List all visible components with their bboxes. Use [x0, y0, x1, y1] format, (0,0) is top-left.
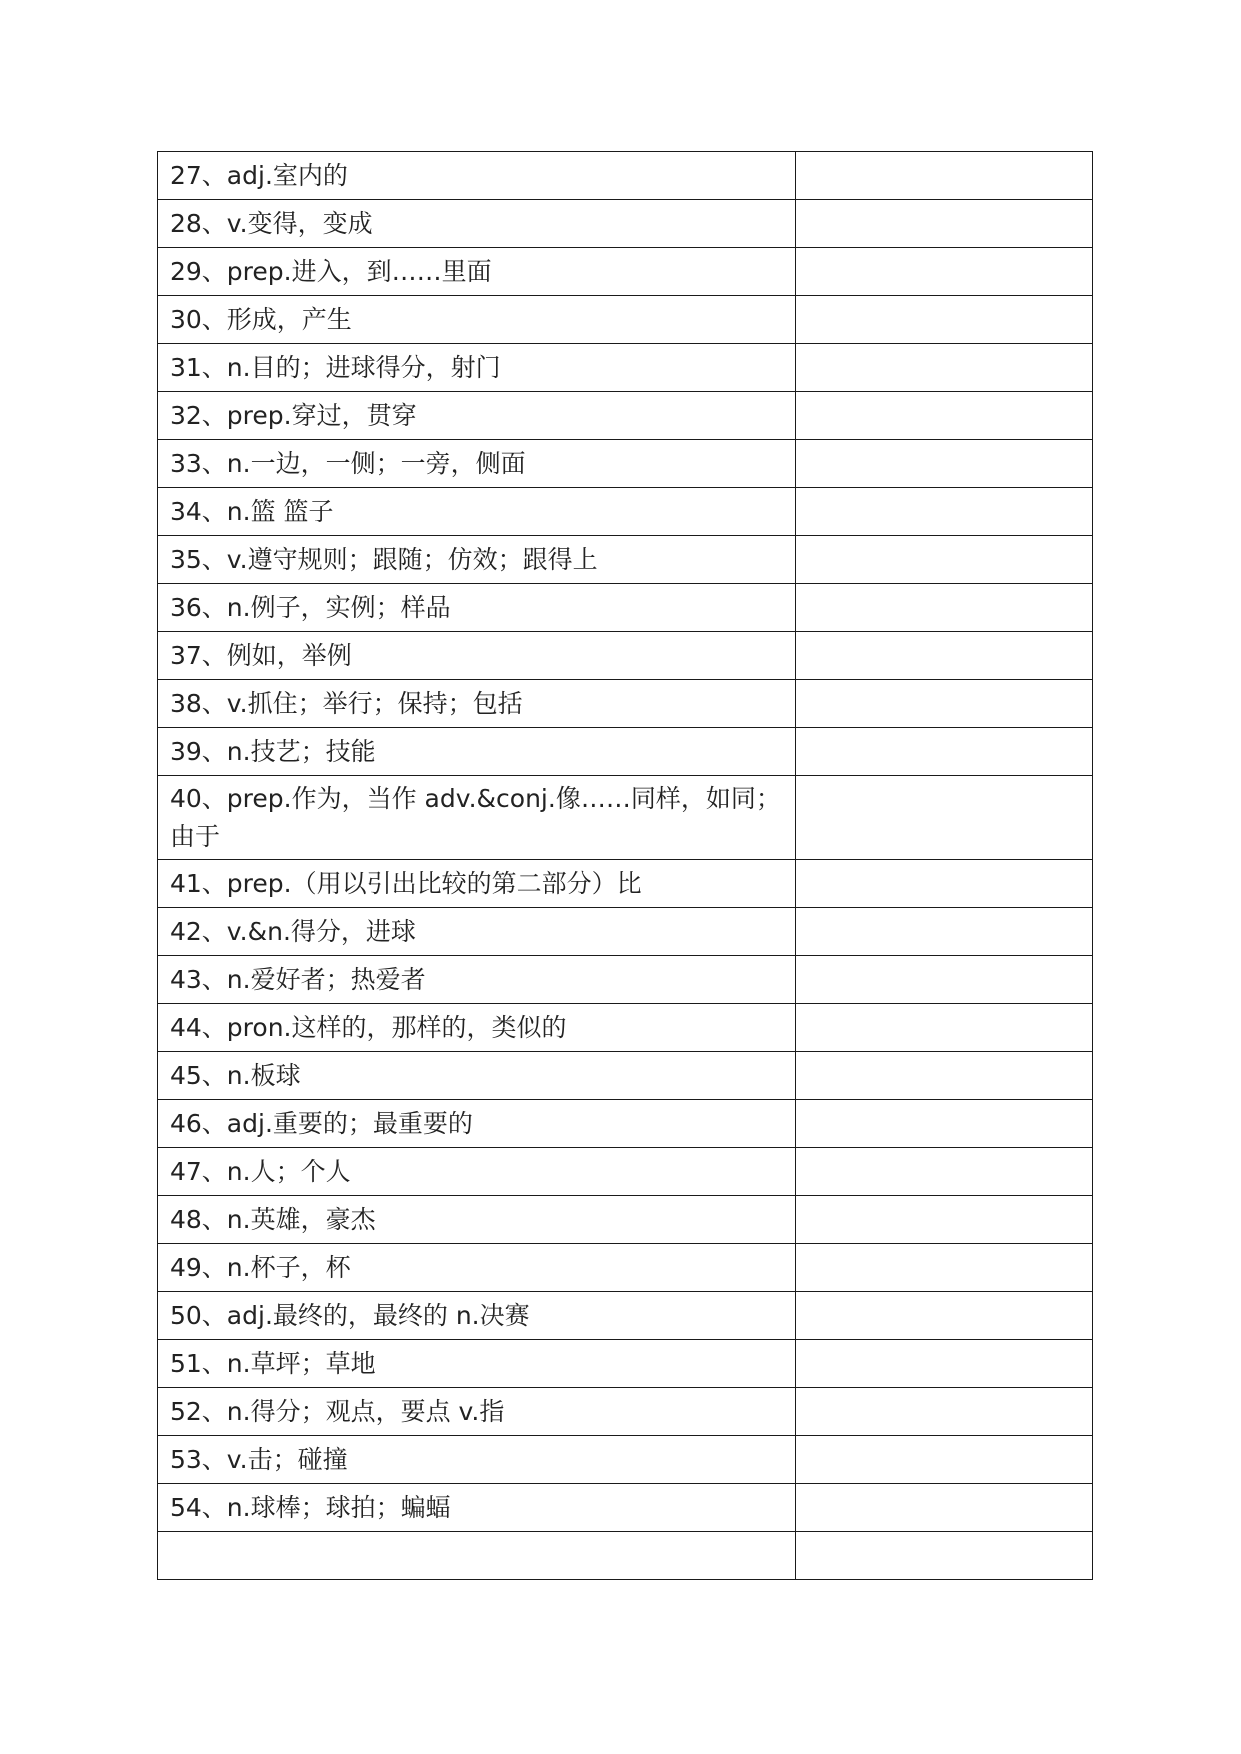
definition-cell: 48、n.英雄，豪杰 — [158, 1196, 796, 1244]
definition-cell: 38、v.抓住；举行；保持；包括 — [158, 680, 796, 728]
table-row — [158, 152, 1093, 200]
vocabulary-table-body — [158, 152, 1093, 1580]
table-row — [158, 632, 1093, 680]
definition-cell — [158, 1532, 796, 1580]
table-row — [158, 1532, 1093, 1580]
definition-cell: 39、n.技艺；技能 — [158, 728, 796, 776]
table-row — [158, 248, 1093, 296]
answer-cell[interactable] — [796, 440, 1093, 488]
definition-cell: 41、prep.（用以引出比较的第二部分）比 — [158, 860, 796, 908]
table-row — [158, 1052, 1093, 1100]
answer-cell[interactable] — [796, 728, 1093, 776]
definition-cell: 28、v.变得，变成 — [158, 200, 796, 248]
table-row — [158, 860, 1093, 908]
definition-cell: 34、n.篮 篮子 — [158, 488, 796, 536]
definition-cell: 46、adj.重要的；最重要的 — [158, 1100, 796, 1148]
answer-cell[interactable] — [796, 296, 1093, 344]
table-row — [158, 440, 1093, 488]
table-row — [158, 1100, 1093, 1148]
answer-cell[interactable] — [796, 152, 1093, 200]
answer-cell[interactable] — [796, 200, 1093, 248]
table-row — [158, 1004, 1093, 1052]
answer-cell[interactable] — [796, 1532, 1093, 1580]
definition-cell: 33、n.一边，一侧；一旁，侧面 — [158, 440, 796, 488]
answer-cell[interactable] — [796, 1388, 1093, 1436]
table-row — [158, 296, 1093, 344]
definition-cell: 36、n.例子，实例；样品 — [158, 584, 796, 632]
answer-cell[interactable] — [796, 344, 1093, 392]
vocabulary-table — [157, 151, 1093, 1580]
definition-cell: 49、n.杯子，杯 — [158, 1244, 796, 1292]
table-row — [158, 680, 1093, 728]
answer-cell[interactable] — [796, 1100, 1093, 1148]
table-row — [158, 1436, 1093, 1484]
answer-cell[interactable] — [796, 956, 1093, 1004]
definition-cell: 53、v.击；碰撞 — [158, 1436, 796, 1484]
answer-cell[interactable] — [796, 1004, 1093, 1052]
table-row — [158, 1340, 1093, 1388]
answer-cell[interactable] — [796, 860, 1093, 908]
table-row — [158, 392, 1093, 440]
table-row — [158, 728, 1093, 776]
table-row — [158, 1292, 1093, 1340]
table-row — [158, 200, 1093, 248]
table-row — [158, 344, 1093, 392]
answer-cell[interactable] — [796, 1340, 1093, 1388]
answer-cell[interactable] — [796, 776, 1093, 860]
definition-cell: 31、n.目的；进球得分，射门 — [158, 344, 796, 392]
answer-cell[interactable] — [796, 488, 1093, 536]
answer-cell[interactable] — [796, 1484, 1093, 1532]
answer-cell[interactable] — [796, 1148, 1093, 1196]
definition-cell: 40、prep.作为，当作 adv.&conj.像……同样，如同；由于 — [158, 776, 796, 860]
table-row — [158, 536, 1093, 584]
definition-cell: 45、n.板球 — [158, 1052, 796, 1100]
table-row — [158, 1388, 1093, 1436]
definition-cell: 50、adj.最终的，最终的 n.决赛 — [158, 1292, 796, 1340]
table-row — [158, 1148, 1093, 1196]
answer-cell[interactable] — [796, 392, 1093, 440]
table-row — [158, 908, 1093, 956]
table-row — [158, 584, 1093, 632]
answer-cell[interactable] — [796, 248, 1093, 296]
definition-cell: 27、adj.室内的 — [158, 152, 796, 200]
answer-cell[interactable] — [796, 908, 1093, 956]
definition-cell: 52、n.得分；观点，要点 v.指 — [158, 1388, 796, 1436]
answer-cell[interactable] — [796, 1436, 1093, 1484]
answer-cell[interactable] — [796, 536, 1093, 584]
answer-cell[interactable] — [796, 1244, 1093, 1292]
definition-cell: 32、prep.穿过，贯穿 — [158, 392, 796, 440]
definition-cell: 29、prep.进入，到……里面 — [158, 248, 796, 296]
definition-cell: 42、v.&n.得分，进球 — [158, 908, 796, 956]
table-row — [158, 1196, 1093, 1244]
answer-cell[interactable] — [796, 1196, 1093, 1244]
definition-cell: 30、形成，产生 — [158, 296, 796, 344]
definition-cell: 51、n.草坪；草地 — [158, 1340, 796, 1388]
definition-cell: 54、n.球棒；球拍；蝙蝠 — [158, 1484, 796, 1532]
table-row — [158, 1484, 1093, 1532]
table-row — [158, 776, 1093, 860]
definition-cell: 43、n.爱好者；热爱者 — [158, 956, 796, 1004]
definition-cell: 44、pron.这样的，那样的，类似的 — [158, 1004, 796, 1052]
definition-cell: 37、例如，举例 — [158, 632, 796, 680]
definition-cell: 47、n.人；个人 — [158, 1148, 796, 1196]
answer-cell[interactable] — [796, 1292, 1093, 1340]
table-row — [158, 488, 1093, 536]
table-row — [158, 956, 1093, 1004]
answer-cell[interactable] — [796, 1052, 1093, 1100]
answer-cell[interactable] — [796, 584, 1093, 632]
answer-cell[interactable] — [796, 632, 1093, 680]
table-row — [158, 1244, 1093, 1292]
answer-cell[interactable] — [796, 680, 1093, 728]
definition-cell: 35、v.遵守规则；跟随；仿效；跟得上 — [158, 536, 796, 584]
